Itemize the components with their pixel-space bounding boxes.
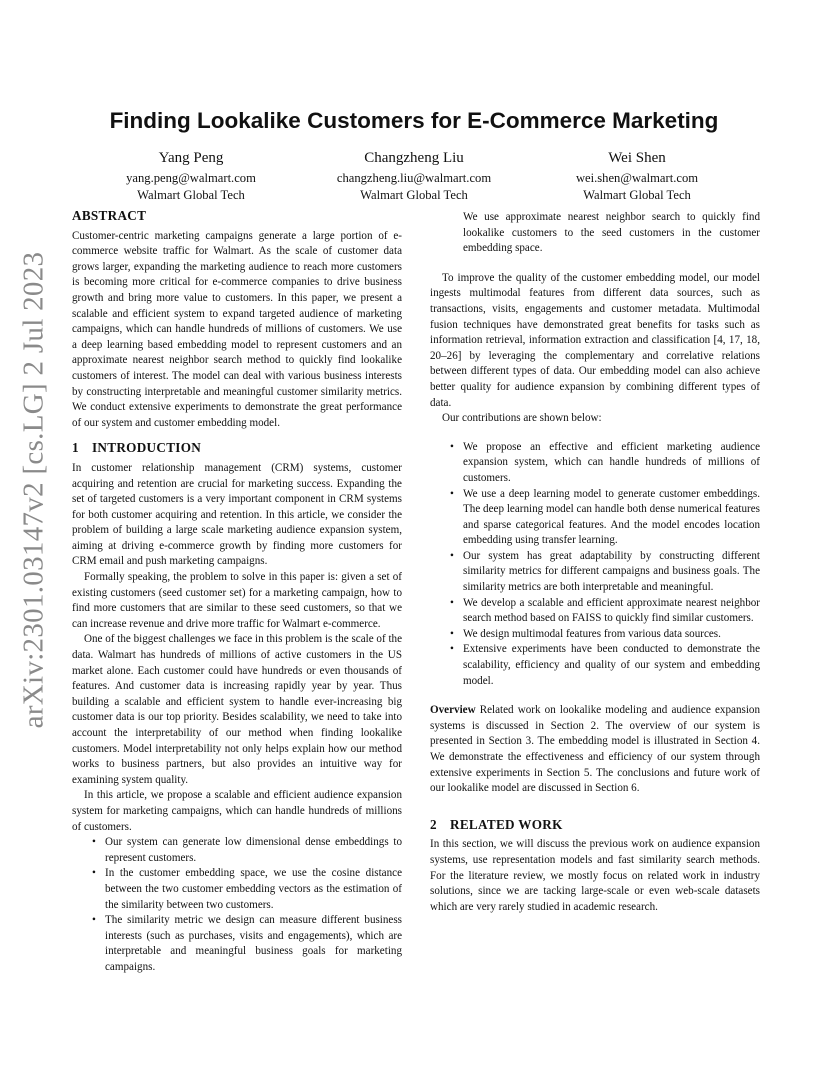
abstract-text: Customer-centric marketing campaigns generate a large portion of e-commerce website traffic for Walmart. As the scale of customer data grows larger, expanding the marketing audience to reach more customers is becoming more critical for e-commerce companies to drive business growth and bring more value to customers. In this paper, we present a scalable and efficient system to expand targeted audience of marketing campaigns, which can handle hundreds of millions of customers. We use a deep learning based embedding model to represent customers and an approximate nearest neighbor search method to quickly find lookalike customers of interest. The model can deal with various business interests by constructing interpretable and meaningful customer similarity metrics. We conduct extensive experiments to demonstrate the great performance of our system and customer embedding model. <box>72 229 402 429</box>
author-2 <box>299 150 529 204</box>
intro-paragraph-4: In this article, we propose a scalable and efficient audience expansion system for marketing campaigns, which can handle hundreds of millions of customers. <box>72 789 402 833</box>
bullet-icon: • <box>450 596 454 609</box>
author-email: yang.peng@walmart.com <box>126 171 256 185</box>
bullet-icon: • <box>450 487 454 500</box>
author-email: changzheng.liu@walmart.com <box>336 171 492 185</box>
related-paragraph-1: In this section, we will discuss the previous work on audience expansion systems, use representation models and fast similarity search methods. For the literature review, we mostly focus on related work in industry solutions, since we are tacking large-scale or even web-scale datasets which are very rarely studied in academic research. <box>430 838 760 913</box>
list-item: • Our system can generate low dimensional dense embeddings to represent customers. <box>92 836 402 864</box>
list-item: • The similarity metric we design can measure different business interests (such as purchases, visits and engagements), which are interpretable and meaningful business goals for marketing campaigns. <box>92 914 402 973</box>
system-bullet-list-continued <box>430 210 760 257</box>
bullet-icon: • <box>450 627 454 640</box>
list-item: • In the customer embedding space, we use the cosine distance between the two customer embedding vectors as the estimation of the similarity between two customers. <box>92 867 402 911</box>
author-email: wei.shen@walmart.com <box>575 171 699 185</box>
abstract-heading: ABSTRACT <box>72 208 147 223</box>
system-bullet-list <box>72 835 402 975</box>
bullet-icon: • <box>92 867 96 880</box>
list-item: • We develop a scalable and efficient approximate nearest neighbor search method based on FAISS to quickly find similar customers. <box>450 596 760 625</box>
bullet-icon: • <box>92 836 96 849</box>
author-name: Wei Shen <box>608 150 666 166</box>
right-column <box>430 210 760 915</box>
section-2-heading: 2 RELATED WORK <box>430 816 563 832</box>
intro-paragraph-5: To improve the quality of the customer embedding model, our model ingests multimodal features from different data sources, such as transactions, visits, engagements and customer metadata. Multimodal fusion techniques have demonstrated great benefits for tasks such as information retrieval, information extraction and classification [4, 17, 18, 20–26] by leveraging the complementary and correlative relations between different types of data. Our embedding model can also achieve better quality for audience expansion by combining different types of data. <box>430 271 760 409</box>
list-item: We use approximate nearest neighbor search to quickly find lookalike customers to the seed customers in the customer embedding space. <box>463 211 760 255</box>
left-column <box>72 208 402 976</box>
author-1 <box>76 150 306 204</box>
contributions-list <box>430 440 760 690</box>
arxiv-identifier <box>14 251 54 729</box>
paper-title: Finding Lookalike Customers for E-Commerce Marketing <box>109 108 719 133</box>
author-affiliation: Walmart Global Tech <box>137 188 245 202</box>
intro-paragraph-2: Formally speaking, the problem to solve in this paper is: given a set of existing customers (seed customer set) for a marketing campaign, how to find more customers that are similar to these seed customers, so that we can increase revenue and drive more traffic for Walmart e-commerce. <box>72 571 402 630</box>
list-item: • We propose an effective and efficient marketing audience expansion system, which can handle hundreds of millions of customers. <box>450 440 760 484</box>
author-name: Changzheng Liu <box>364 150 464 166</box>
overview-paragraph <box>430 703 760 797</box>
section-1-heading: 1 INTRODUCTION <box>72 440 202 456</box>
list-item: • Our system has great adaptability by constructing different similarity metrics for different campaigns and business goals. The similarity metrics are both interpretable and meaningful. <box>450 549 760 594</box>
list-item: • Extensive experiments have been conducted to demonstrate the scalability, efficiency and quality of our system and embedding model. <box>450 643 760 687</box>
author-affiliation: Walmart Global Tech <box>583 188 691 202</box>
bullet-icon: • <box>450 440 454 453</box>
arxiv-identifier-text: arXiv:2301.03147v2 [cs.LG] 2 Jul 2023 <box>17 251 50 729</box>
intro-paragraph-6: Our contributions are shown below: <box>442 412 602 425</box>
intro-paragraph-1: In customer relationship management (CRM) systems, customer acquiring and retention are crucial for marketing success. Expanding the set of targeted customers is a very important component in CRM systems for both customer acquiring and retention. In this article, we consider the problem of building a large scale marketing audience expansion system, aiming at driving e-commerce growth by finding more customers for CRM email and push marketing campaigns. <box>72 461 402 568</box>
author-3 <box>522 150 752 204</box>
author-affiliation: Walmart Global Tech <box>360 188 468 202</box>
intro-paragraph-3: One of the biggest challenges we face in this problem is the scale of the data. Walmart has hundreds of millions of active customers in the US market alone. Each customer could have hundreds or even thousands of features. And customer data is increasing rapidly year by year. Thus building a scalable and efficient system to handle ever-increasing big customer data is our top priority. Besides scalability, we need to take into account the interpretability of our method when finding lookalike customers. Model interpretability not only helps explain how our method works to business partners, but also provides an intuitive way for examining system quality. <box>72 633 402 786</box>
bullet-icon: • <box>450 549 454 562</box>
bullet-icon: • <box>450 643 454 656</box>
overview-label: Overview <box>430 704 476 717</box>
list-item: • We use a deep learning model to generate customer embeddings. The deep learning model can handle both dense numerical features and sparse categorical features. And the model encodes location embedding using transfer learning. <box>450 487 760 547</box>
author-name: Yang Peng <box>158 150 224 166</box>
overview-text: Related work on lookalike modeling and audience expansion systems is discussed in Section 2. The overview of our system is presented in Section 3. The embedding model is illustrated in Section 4. We demonstrate the effectiveness and efficiency of our system through extensive experiments in Section 5. The conclusions and future work of our lookalike model are discussed in Section 6. <box>430 704 760 795</box>
list-item: • We design multimodal features from various data sources. <box>430 627 760 643</box>
bullet-icon: • <box>92 914 96 927</box>
